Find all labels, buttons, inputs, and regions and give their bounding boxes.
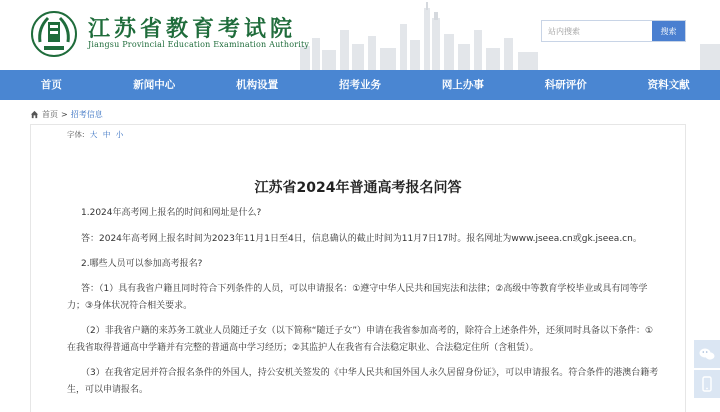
font-size-selector (67, 129, 126, 140)
wechat-button[interactable] (694, 340, 720, 368)
site-title[interactable]: 江苏省教育考试院 (88, 17, 297, 42)
nav-item-organization[interactable]: 机构设置 (236, 79, 279, 91)
breadcrumb-current[interactable]: 招考信息 (70, 110, 103, 119)
main-nav (0, 70, 720, 100)
nav-item-documents[interactable]: 资料文献 (647, 79, 690, 91)
home-icon (30, 110, 39, 119)
phone-icon (702, 376, 712, 392)
article-paragraph: 2.哪些人员可以参加高考报名? (81, 259, 203, 269)
nav-item-research[interactable]: 科研评价 (544, 79, 587, 91)
breadcrumb-home-link[interactable]: 首页 (42, 110, 58, 119)
font-size-small[interactable]: 小 (115, 130, 124, 139)
font-size-large[interactable]: 大 (89, 130, 98, 139)
search-input[interactable] (542, 21, 652, 41)
wechat-icon (699, 347, 715, 361)
nav-item-news[interactable]: 新闻中心 (133, 79, 176, 91)
article-paragraph: （2）非我省户籍的来苏务工就业人员随迁子女（以下简称“随迁子女”）申请在我省参加高考的，除符合上述条件外，还须同时具备以下条件：①在我省取得普通高中学籍并有完整的普通高中学习经历；②其监护人在我省有合法稳定职业、合法稳定住所（含租赁）。 (67, 326, 654, 353)
jseea-logo-icon[interactable] (30, 8, 78, 60)
font-size-medium[interactable]: 中 (102, 130, 111, 139)
breadcrumb (30, 109, 103, 120)
nav-item-exam-business[interactable]: 招考业务 (339, 79, 381, 91)
article-paragraph: 1.2024年高考网上报名的时间和网址是什么? (81, 208, 262, 218)
nav-item-online-service[interactable]: 网上办事 (441, 79, 484, 91)
article-title: 江苏省2024年普通高考报名问答 (254, 180, 462, 196)
article-paragraph: （3）在我省定居并符合报名条件的外国人，持公安机关签发的《中华人民共和国外国人永久居留身份证》，可以申请报名。符合条件的港澳台籍考生，可以申请报名。 (67, 368, 659, 395)
search-button[interactable]: 搜索 (652, 21, 685, 41)
article-paragraph: 答：（1）具有我省户籍且同时符合下列条件的人员，可以申请报名：①遵守中华人民共和国宪法和法律；②高级中等教育学校毕业或具有同等学力；③身体状况符合相关要求。 (67, 284, 648, 311)
breadcrumb-separator: > (61, 110, 68, 119)
nav-item-home[interactable]: 首页 (40, 79, 62, 91)
site-header (0, 0, 720, 70)
side-toolbar (694, 340, 720, 400)
phone-button[interactable] (694, 370, 720, 398)
article-container (30, 124, 686, 412)
search-box (541, 20, 686, 42)
article-paragraph: 答：2024年高考网上报名时间为2023年11月1日至4日，信息确认的截止时间为11月7日17时。报名网址为www.jseea.cn或gk.jseea.cn。 (81, 234, 642, 244)
site-subtitle: Jiangsu Provincial Education Examination Authority (88, 40, 310, 49)
font-size-label: 字体: (67, 130, 85, 139)
